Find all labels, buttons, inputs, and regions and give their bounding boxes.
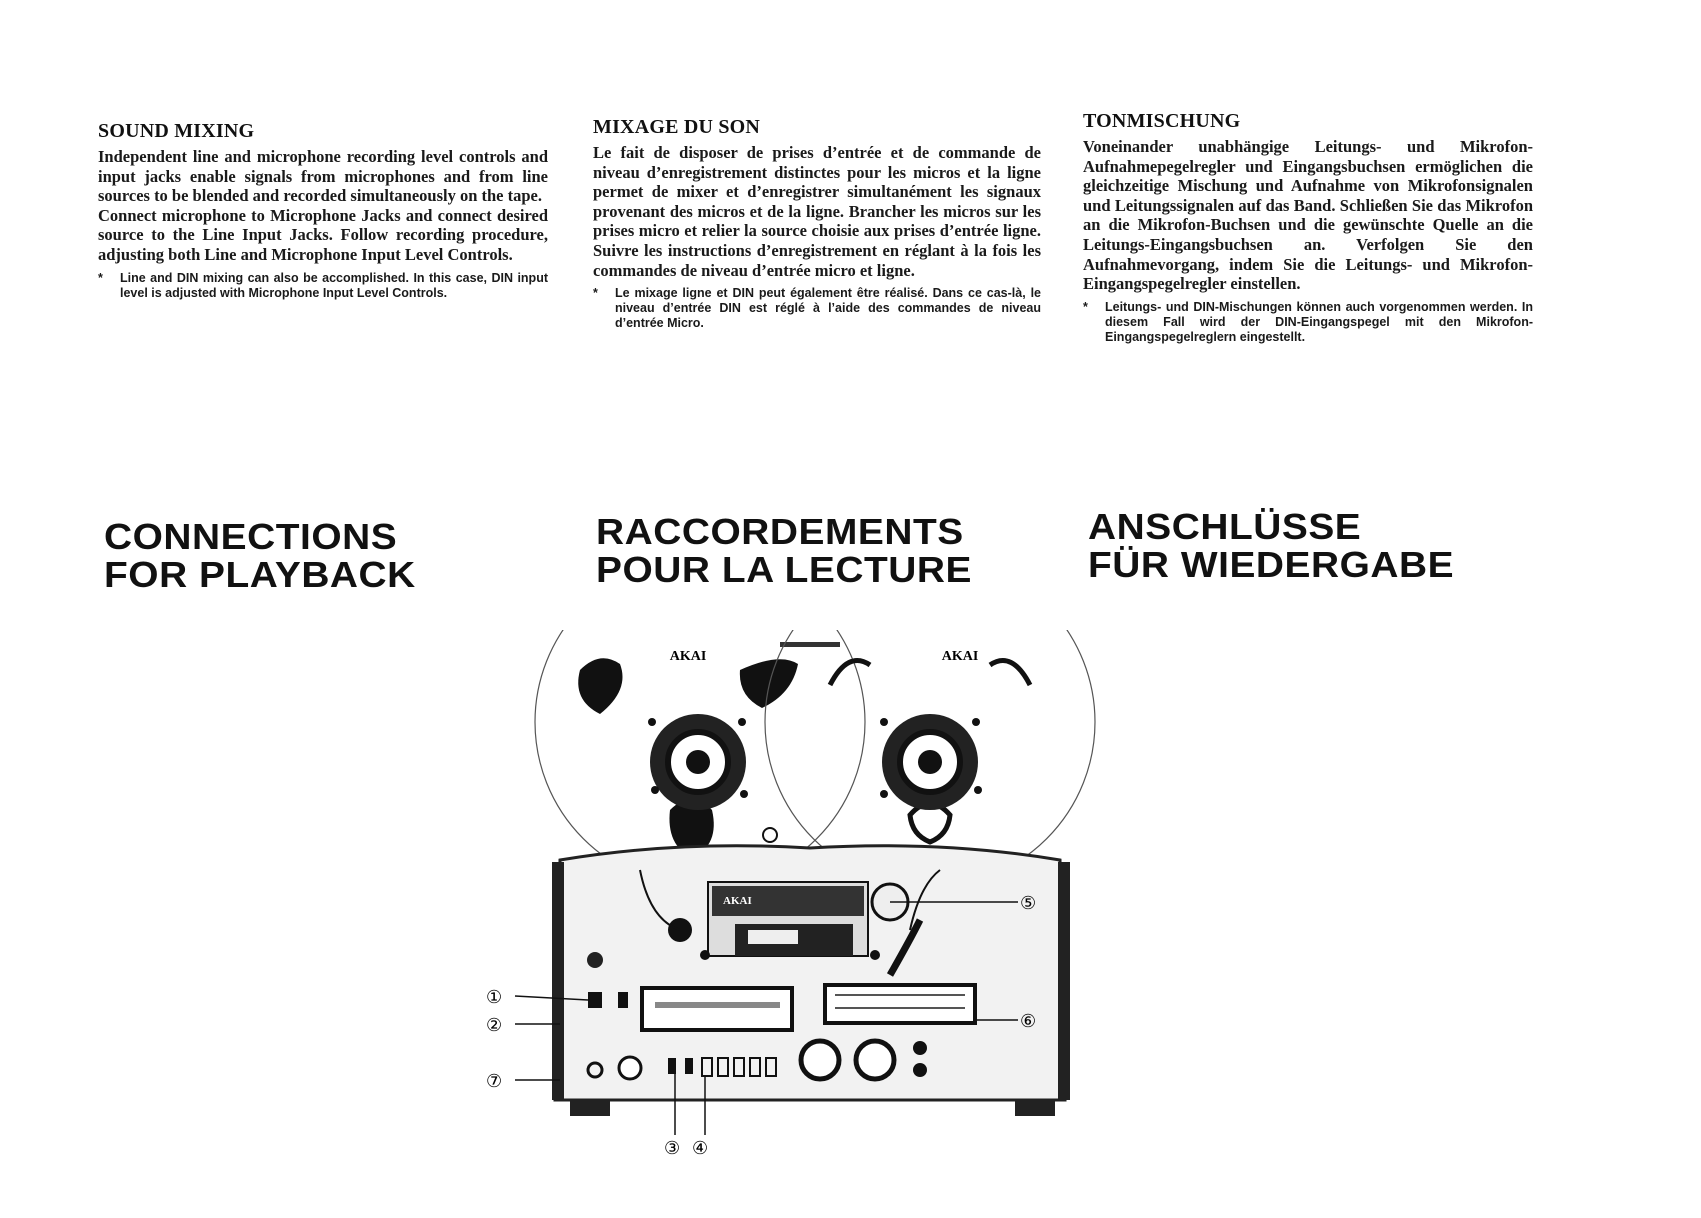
footnote-text: Line and DIN mixing can also be accomplished. In this case, DIN input level is adjusted with Microphone Input Level Controls. <box>120 270 548 300</box>
heading-connections-en <box>104 518 416 594</box>
footnote-fr <box>593 286 1041 331</box>
callout-4: ④ <box>692 1138 709 1159</box>
heading-line: FOR PLAYBACK <box>104 554 416 595</box>
section-heading-en: SOUND MIXING <box>98 120 255 142</box>
section-body-en: Independent line and microphone recording level controls and input jacks enable signals from microphones and from line sources to be blended and recorded simultaneously on the tape. Connect microphone to Microphone Jacks and connect desired source to the Line Input Jacks. Follow recording procedure, adjusting both Line and Microphone Input Level Controls. <box>98 147 548 264</box>
callout-6: ⑥ <box>1020 1011 1037 1032</box>
heading-line: FÜR WIEDERGABE <box>1088 544 1455 585</box>
footnote-de <box>1083 300 1533 345</box>
section-fr <box>593 116 1041 331</box>
callout-3: ③ <box>664 1138 681 1159</box>
tape-deck-illustration <box>480 630 1120 1190</box>
heading-line: POUR LA LECTURE <box>596 549 973 590</box>
reel-brand-right: AKAI <box>941 649 979 664</box>
heading-line: CONNECTIONS <box>104 516 398 557</box>
footnote-text: Leitungs- und DIN-Mischungen können auch vorgenommen werden. In diesem Fall wird der DIN-Eingangspegel mit den Mikrofon-Eingangspegelreglern eingestellt. <box>1105 299 1533 344</box>
footnote-mark: * <box>593 286 598 301</box>
footnote-mark: * <box>1083 299 1088 314</box>
footnote-en <box>98 271 548 301</box>
reel-brand-left: AKAI <box>669 649 707 664</box>
heading-line: RACCORDEMENTS <box>596 511 964 552</box>
heading-connections-fr <box>596 513 972 589</box>
deck-body <box>552 828 1070 1116</box>
callout-7: ⑦ <box>486 1071 503 1092</box>
section-body-de: Voneinander unabhängige Leitungs- und Mikrofon-Aufnahmepegelregler und Eingangsbuchsen ermöglichen die gleichzeitige Mischung und Aufnahme von Mikrofonsignalen und Leitungssignalen auf das Band. Schließen Sie das Mikrofon an die Mikrofon-Buchsen und die gewünschte Quelle an die Leitungs-Eingangsbuchsen an. Verfolgen Sie den Aufnahmevorgang, indem Sie die Leitungs- und Mikrofon-Eingangspegelregler einstellen. <box>1083 137 1533 294</box>
section-en <box>98 120 548 301</box>
callout-1: ① <box>486 987 503 1008</box>
heading-line: ANSCHLÜSSE <box>1088 506 1362 547</box>
section-de <box>1083 110 1533 345</box>
footnote-text: Le mixage ligne et DIN peut également être réalisé. Dans ce cas-là, le niveau d’entrée DIN est réglé à l’aide des commandes de niveau d’entrée Micro. <box>615 286 1041 331</box>
panel-brand: AKAI <box>723 895 752 907</box>
callout-5: ⑤ <box>1020 893 1037 914</box>
footnote-mark: * <box>98 270 103 285</box>
section-heading-fr: MIXAGE DU SON <box>593 116 761 138</box>
section-heading-de: TONMISCHUNG <box>1083 110 1241 132</box>
heading-connections-de <box>1088 508 1454 584</box>
callout-2: ② <box>486 1015 503 1036</box>
section-body-fr: Le fait de disposer de prises d’entrée et de commande de niveau d’enregistrement distinctes pour les micros et la ligne permet de mixer et d’enregistrer simultanément les signaux provenant des micros et de la ligne. Brancher les micros sur les prises micro et relier la source choisie aux prises d’entrée ligne. Suivre les instructions d’enregistrement en réglant à la fois les commandes de niveau d’entrée micro et ligne. <box>593 143 1041 280</box>
